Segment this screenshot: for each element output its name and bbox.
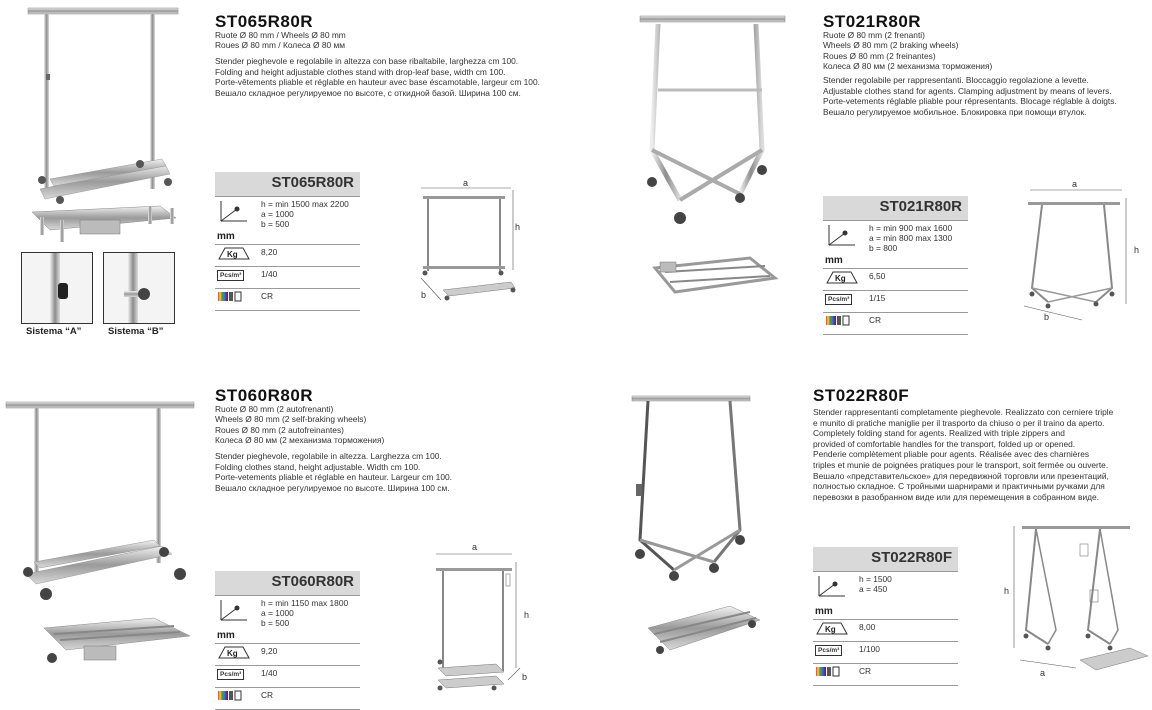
color-icon [813, 664, 855, 686]
product-description [813, 407, 1113, 502]
dimension-line: h = 1500 [859, 574, 892, 584]
dim-label-b: b [421, 290, 427, 300]
pieces-value: 1/40 [257, 666, 360, 688]
color-value: CR [257, 688, 360, 710]
color-value: CR [865, 313, 968, 335]
product-specs [823, 30, 992, 72]
description-line: Stender rappresentanti completamente pieghevole. Realizzato con cerniere triple [813, 407, 1114, 417]
description-line: Porte-vêtements pliable et réglable en hauteur avec base éscamotable, largeur cm 100. [215, 77, 540, 88]
technical-drawing [1000, 520, 1150, 690]
weight-icon-label: Kg [835, 274, 846, 283]
spec-table [813, 547, 958, 686]
spec-table-code: ST022R80F [813, 547, 958, 572]
weight-icon [813, 620, 855, 642]
weight-value: 6,50 [865, 269, 968, 291]
dimension-line: b = 500 [261, 618, 290, 628]
spec-line: Ruote Ø 80 mm (2 autofrenanti) [215, 404, 334, 414]
color-icon [215, 289, 257, 311]
system-b-image [103, 252, 175, 324]
color-value: CR [855, 664, 958, 686]
product-specs [215, 404, 384, 446]
dim-label-a: a [1040, 668, 1046, 678]
spec-table-code: ST021R80R [823, 196, 968, 221]
unit-label: mm [217, 630, 235, 641]
description-line: Completely folding stand for agents. Realized with triple zippers and [813, 428, 1065, 439]
dimensions-icon [215, 197, 257, 245]
dimensions-icon [813, 572, 855, 620]
weight-icon [215, 245, 257, 267]
spec-line: Колеса Ø 80 мм (2 механизма торможения) [823, 61, 993, 72]
dimensions-icon [823, 221, 865, 269]
dimension-line: a = 450 [859, 584, 888, 594]
technical-drawing [415, 178, 525, 313]
pieces-value: 1/40 [257, 267, 360, 289]
description-line: triples et munie de poignées pratiques pour le transport, soit fermée ou ouverte. [813, 459, 1109, 470]
pieces-icon: Pcs/m³ [217, 669, 244, 680]
dimensions-values [257, 197, 360, 245]
spec-table [215, 571, 360, 710]
product-photo [630, 10, 790, 310]
spec-table-code: ST060R80R [215, 571, 360, 596]
pieces-icon: Pcs/m³ [825, 294, 852, 305]
dim-label-h: h [524, 610, 530, 620]
spec-line: Колеса Ø 80 мм (2 механизма торможения) [215, 435, 385, 446]
spec-table-code: ST065R80R [215, 172, 360, 197]
dimension-line: a = 1000 [261, 209, 294, 219]
dimension-line: h = min 900 max 1600 [869, 223, 953, 233]
spec-line: Wheels Ø 80 mm (2 self-braking wheels) [215, 414, 367, 425]
system-a-image [21, 252, 93, 324]
weight-icon [823, 269, 865, 291]
color-value: CR [257, 289, 360, 311]
weight-icon-label: Kg [825, 625, 836, 634]
product-code: ST022R80F [813, 386, 910, 405]
dimension-line: a = min 800 max 1300 [869, 233, 953, 243]
spec-line: Roues Ø 80 mm / Колеса Ø 80 мм [215, 40, 346, 51]
product-photo [20, 4, 180, 254]
product-specs [215, 30, 346, 51]
weight-value: 9,20 [257, 644, 360, 666]
product-code: ST060R80R [215, 386, 314, 405]
product-description [215, 56, 540, 98]
unit-label: mm [217, 231, 235, 242]
dim-label-b: b [522, 672, 528, 682]
description-line: Вешало регулируемое мобильное. Блокировка при помощи втулок. [823, 106, 1087, 117]
technical-drawing [1018, 178, 1143, 326]
product-code: ST021R80R [823, 12, 922, 31]
dim-label-h: h [1134, 245, 1140, 255]
product-photo [4, 396, 199, 671]
dim-label-b: b [1044, 312, 1050, 322]
description-line: Porte-vetements réglable pliable pour répresentants. Blocage réglable à doigts. [823, 96, 1117, 107]
pieces-value: 1/15 [865, 291, 968, 313]
unit-label: mm [825, 255, 843, 266]
dim-label-a: a [1072, 179, 1078, 189]
description-line: Folding and height adjustable clothes stand with drop-leaf base, width cm 100. [215, 66, 506, 77]
color-icon [823, 313, 865, 335]
dimension-line: h = min 1150 max 1800 [261, 598, 349, 608]
unit-label: mm [815, 606, 833, 617]
system-a-label: Sistema “A” [26, 326, 82, 337]
description-line: полностью складное. С тройными шарнирами и практичными ручками для [813, 481, 1105, 492]
description-line: Вешало складное регулируемое по высоте, с откидной базой. Ширина 100 см. [215, 87, 521, 98]
pieces-value: 1/100 [855, 642, 958, 664]
description-line: Stender pieghevole, regolabile in altezza. Larghezza cm 100. [215, 451, 442, 461]
description-line: Porte-vetements pliable et réglable en hauteur. Largeur cm 100. [215, 472, 452, 483]
dimension-line: a = 1000 [261, 608, 294, 618]
product-description [215, 451, 452, 493]
dim-label-a: a [472, 542, 478, 552]
dim-label-a: a [463, 178, 469, 188]
spec-table [215, 172, 360, 311]
description-line: provided of comfortable handles for the transport, folded up or opened. [813, 438, 1076, 449]
dimension-line: h = min 1500 max 2200 [261, 199, 349, 209]
weight-icon-label: Kg [227, 250, 238, 259]
description-line: Folding clothes stand, height adjustable. Width cm 100. [215, 461, 421, 472]
weight-value: 8,00 [855, 620, 958, 642]
weight-value: 8,20 [257, 245, 360, 267]
dimensions-icon [215, 596, 257, 644]
spec-line: Ruote Ø 80 mm (2 frenanti) [823, 30, 925, 40]
spec-line: Roues Ø 80 mm (2 freinantes) [823, 50, 936, 61]
pieces-icon: Pcs/m³ [217, 270, 244, 281]
dimensions-values [855, 572, 958, 620]
dimension-line: b = 500 [261, 219, 290, 229]
product-description [823, 75, 1117, 117]
description-line: Stender regolabile per rappresentanti. Bloccaggio regolazione a levette. [823, 75, 1089, 85]
dimensions-values [865, 221, 968, 269]
spec-line: Wheels Ø 80 mm (2 braking wheels) [823, 40, 959, 51]
description-line: e munito di pratiche maniglie per il trasporto da chiuso o per il traino da aperto. [813, 417, 1105, 428]
dim-label-h: h [515, 222, 521, 232]
system-b-label: Sistema “B” [108, 326, 164, 337]
spec-line: Roues Ø 80 mm (2 autofreinantes) [215, 424, 344, 435]
pieces-icon: Pcs/m³ [815, 645, 842, 656]
weight-icon [215, 644, 257, 666]
spec-line: Ruote Ø 80 mm / Wheels Ø 80 mm [215, 30, 346, 40]
description-line: Adjustable clothes stand for agents. Clamping adjustment by means of levers. [823, 85, 1112, 96]
description-line: Вешало складное регулируемое по высоте. Ширина 100 см. [215, 482, 450, 493]
product-photo [630, 390, 770, 670]
description-line: Вешало «представительское» для передвижной торговли или презентаций, [813, 470, 1109, 481]
description-line: перевозки в разобранном виде или для перемещения в собранном виде. [813, 491, 1100, 502]
description-line: Penderie complètement pliable pour agents. Réalisée avec des charnières [813, 449, 1090, 460]
dimension-line: b = 800 [869, 243, 898, 253]
technical-drawing [428, 540, 538, 695]
weight-icon-label: Kg [227, 649, 238, 658]
dimensions-values [257, 596, 360, 644]
spec-table [823, 196, 968, 335]
color-icon [215, 688, 257, 710]
product-code: ST065R80R [215, 12, 314, 31]
description-line: Stender pieghevole e regolabile in altezza con base ribaltabile, larghezza cm 100. [215, 56, 519, 66]
dim-label-h: h [1004, 586, 1010, 596]
